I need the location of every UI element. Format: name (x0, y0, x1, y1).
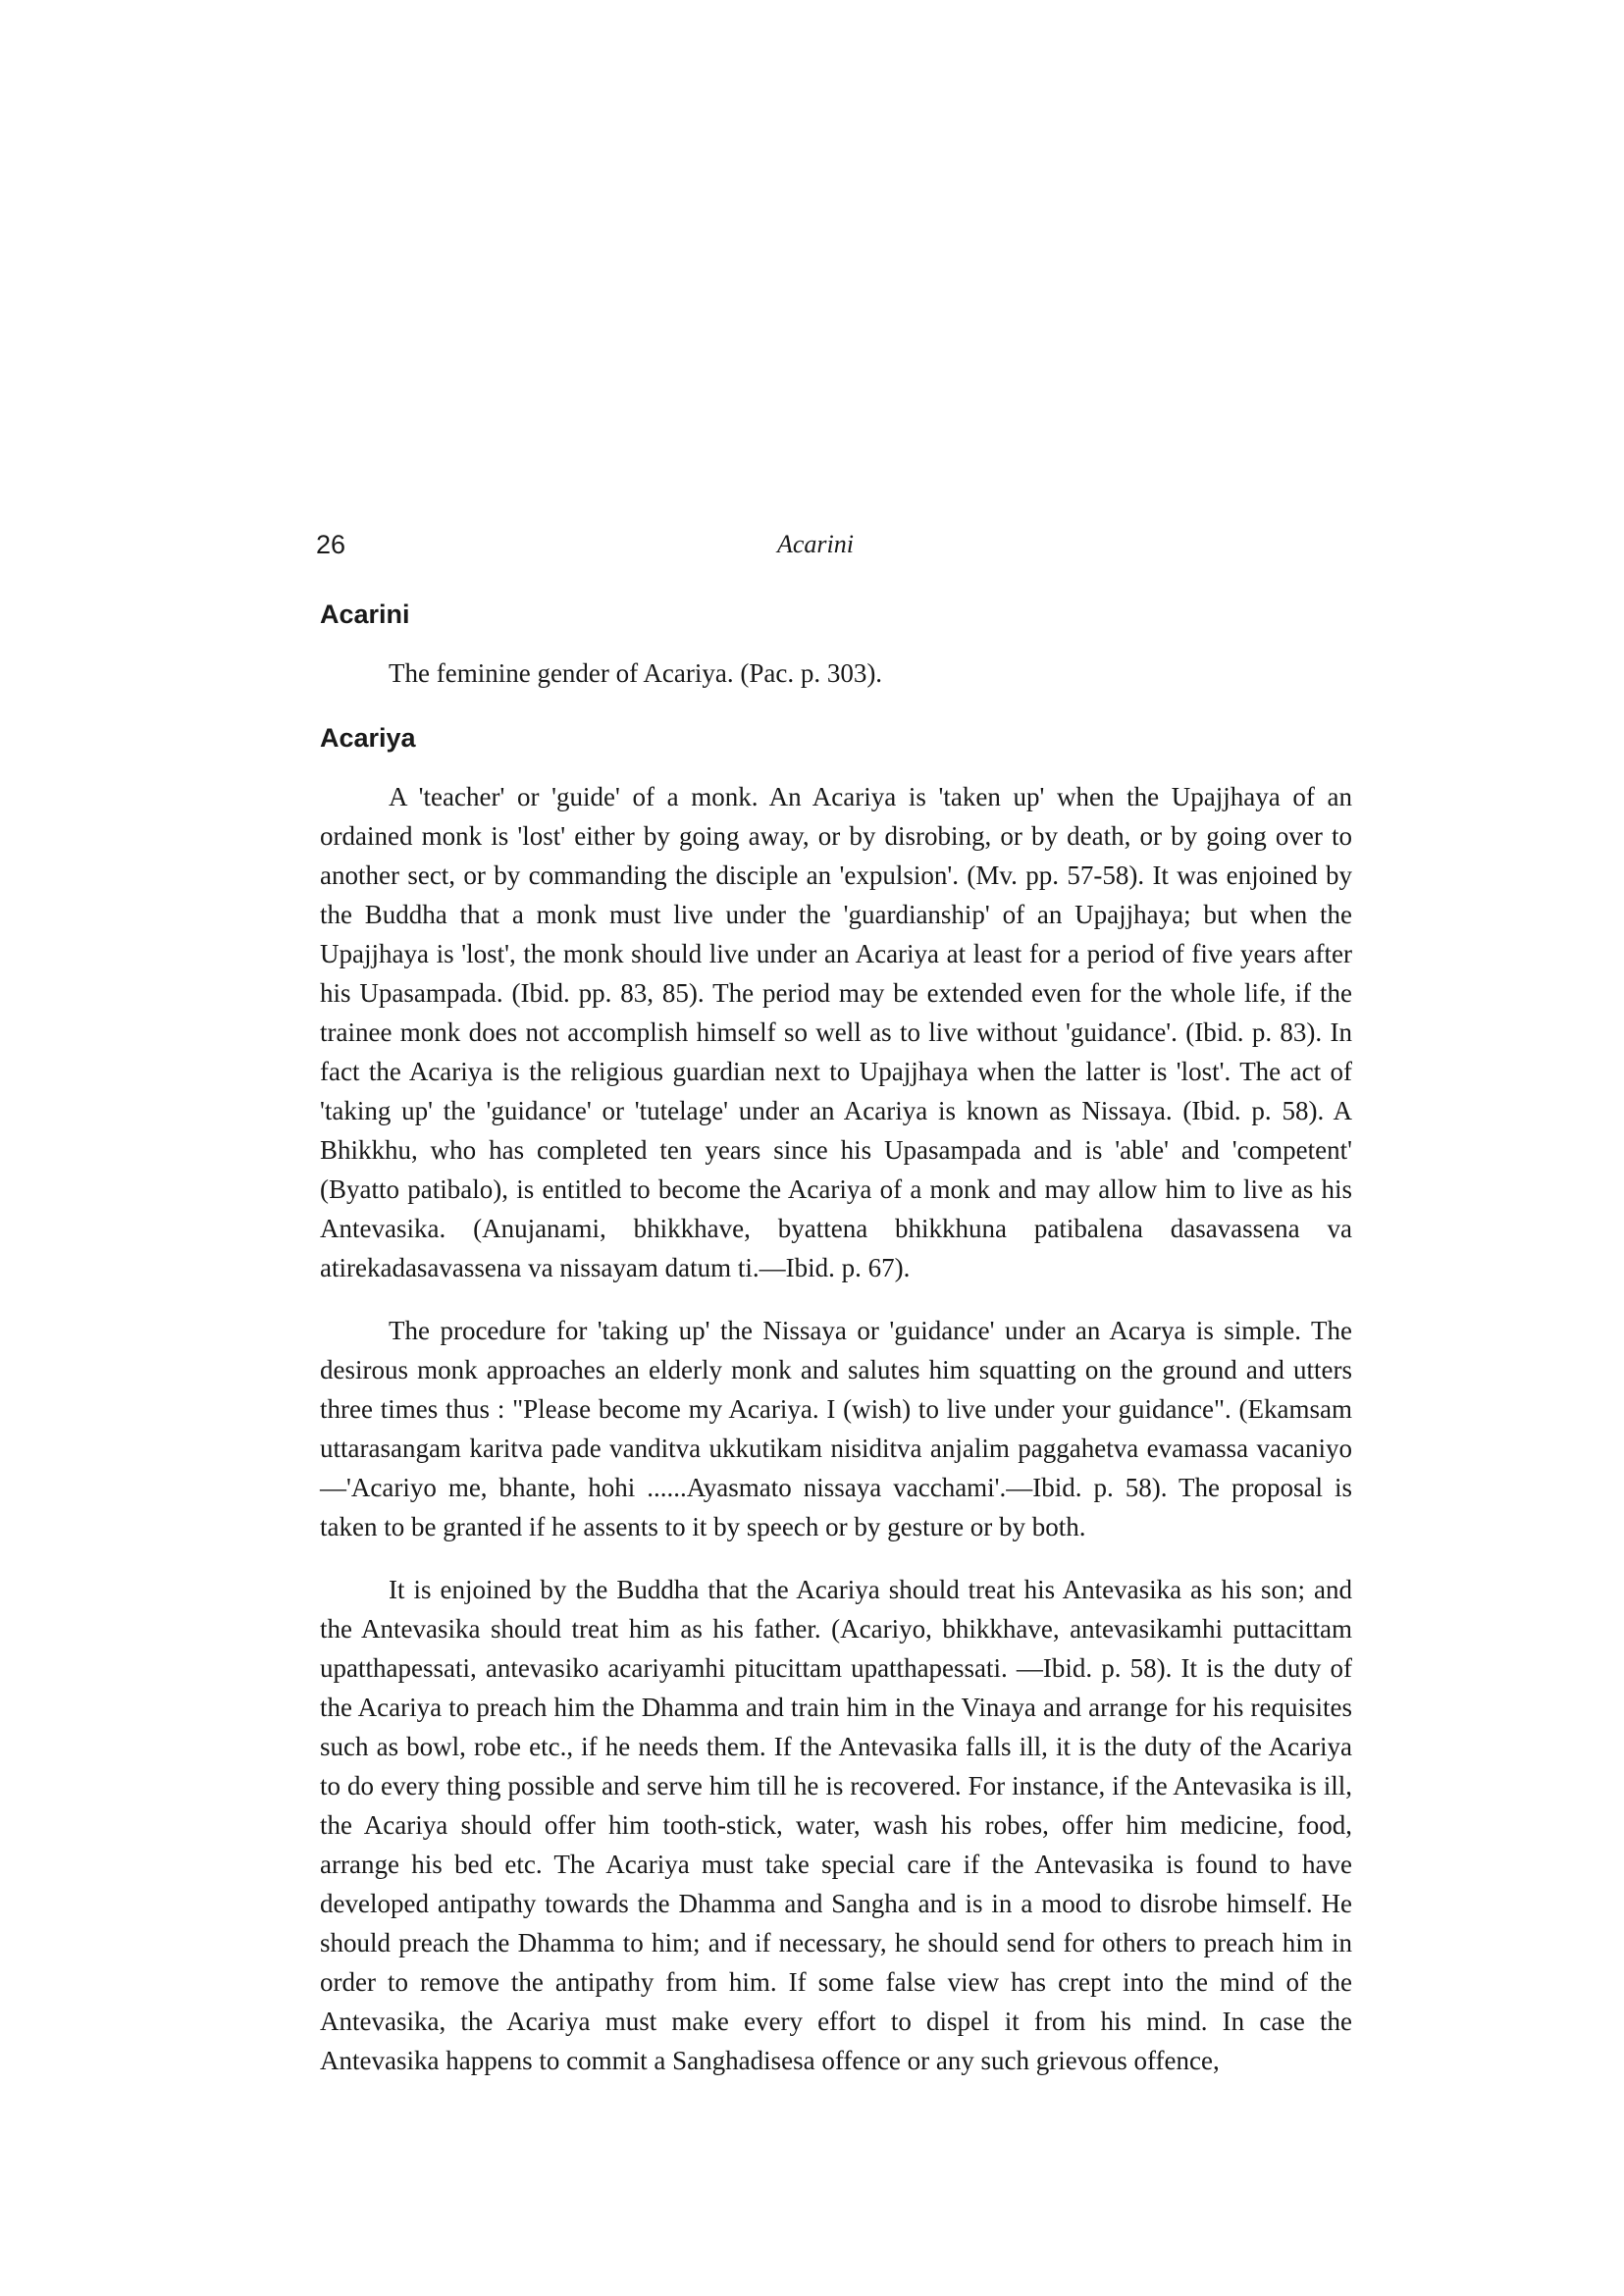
entry-title: Acariya (320, 723, 416, 753)
page-number: 26 (316, 530, 346, 559)
page-header (316, 530, 1356, 579)
entry-paragraph: The feminine gender of Acariya. (Pac. p. 303). (389, 658, 883, 688)
entry-paragraph: It is enjoined by the Buddha that the Acariya should treat his Antevasika as his son; and the Antevasika should treat him as his father. (Acariyo, bhikkhave, antevasikamhi puttacittam upatthapessati, antevasiko acariyamhi pitucittam upatthapessati. —Ibid. p. 58). It is the duty of the Acariya to preach him the Dhamma and train him in the Vinaya and arrange for his requisites such as bowl, robe etc., if he needs them. If the Antevasika falls ill, it is the duty of the Acariya to do every thing possible and serve him till he is recovered. For instance, if the Antevasika is ill, the Acariya should offer him tooth-stick, water, wash his robes, offer him medicine, food, arrange his bed etc. The Acariya must take special care if the Antevasika is found to have developed antipathy towards the Dhamma and Sangha and is in a mood to disrobe himself. He should preach the Dhamma to him; and if necessary, he should send for others to preach him in order to remove the antipathy from him. If some false view has crept into the mind of the Antevasika, the Acariya must make every effort to dispel it from his mind. In case the Antevasika happens to commit a Sanghadisesa offence or any such grievous offence, (320, 1575, 1352, 2075)
entry-title: Acarini (320, 600, 410, 629)
entry-acarini (320, 597, 1352, 693)
entry-paragraph: The procedure for 'taking up' the Nissaya or 'guidance' under an Acarya is simple. The desirous monk approaches an elderly monk and salutes him squatting on the ground and utters three times thus : "Please become my Acariya. I (wish) to live under your guidance". (Ekamsam uttarasangam karitva pade vanditva ukkutikam nisiditva anjalim paggahetva evamassa vacaniyo—'Acariyo me, bhante, hohi ......Ayasmato nissaya vacchami'.—Ibid. p. 58). The proposal is taken to be granted if he assents to it by speech or by gesture or by both. (320, 1316, 1352, 1541)
running-head: Acarini (777, 530, 854, 558)
page-content (320, 597, 1352, 2080)
entry-acariya (320, 720, 1352, 2080)
entry-paragraph: A 'teacher' or 'guide' of a monk. An Acariya is 'taken up' when the Upajjhaya of an ordained monk is 'lost' either by going away, or by disrobing, or by death, or by going over to another sect, or by commanding the disciple an 'expulsion'. (Mv. pp. 57-58). It was enjoined by the Buddha that a monk must live under the 'guardianship' of an Upajjhaya; but when the Upajjhaya is 'lost', the monk should live under an Acariya at least for a period of five years after his Upasampada. (Ibid. pp. 83, 85). The period may be extended even for the whole life, if the trainee monk does not accomplish himself so well as to live without 'guidance'. (Ibid. p. 83). In fact the Acariya is the religious guardian next to Upajjhaya when the latter is 'lost'. The act of 'taking up' the 'guidance' or 'tutelage' under an Acariya is known as Nissaya. (Ibid. p. 58). A Bhikkhu, who has completed ten years since his Upasampada and is 'able' and 'competent' (Byatto patibalo), is entitled to become the Acariya of a monk and may allow him to live as his Antevasika. (Anujanami, bhikkhave, byattena bhikkhuna patibalena dasavassena va atirekadasavassena va nissayam datum ti.—Ibid. p. 67). (320, 782, 1352, 1282)
